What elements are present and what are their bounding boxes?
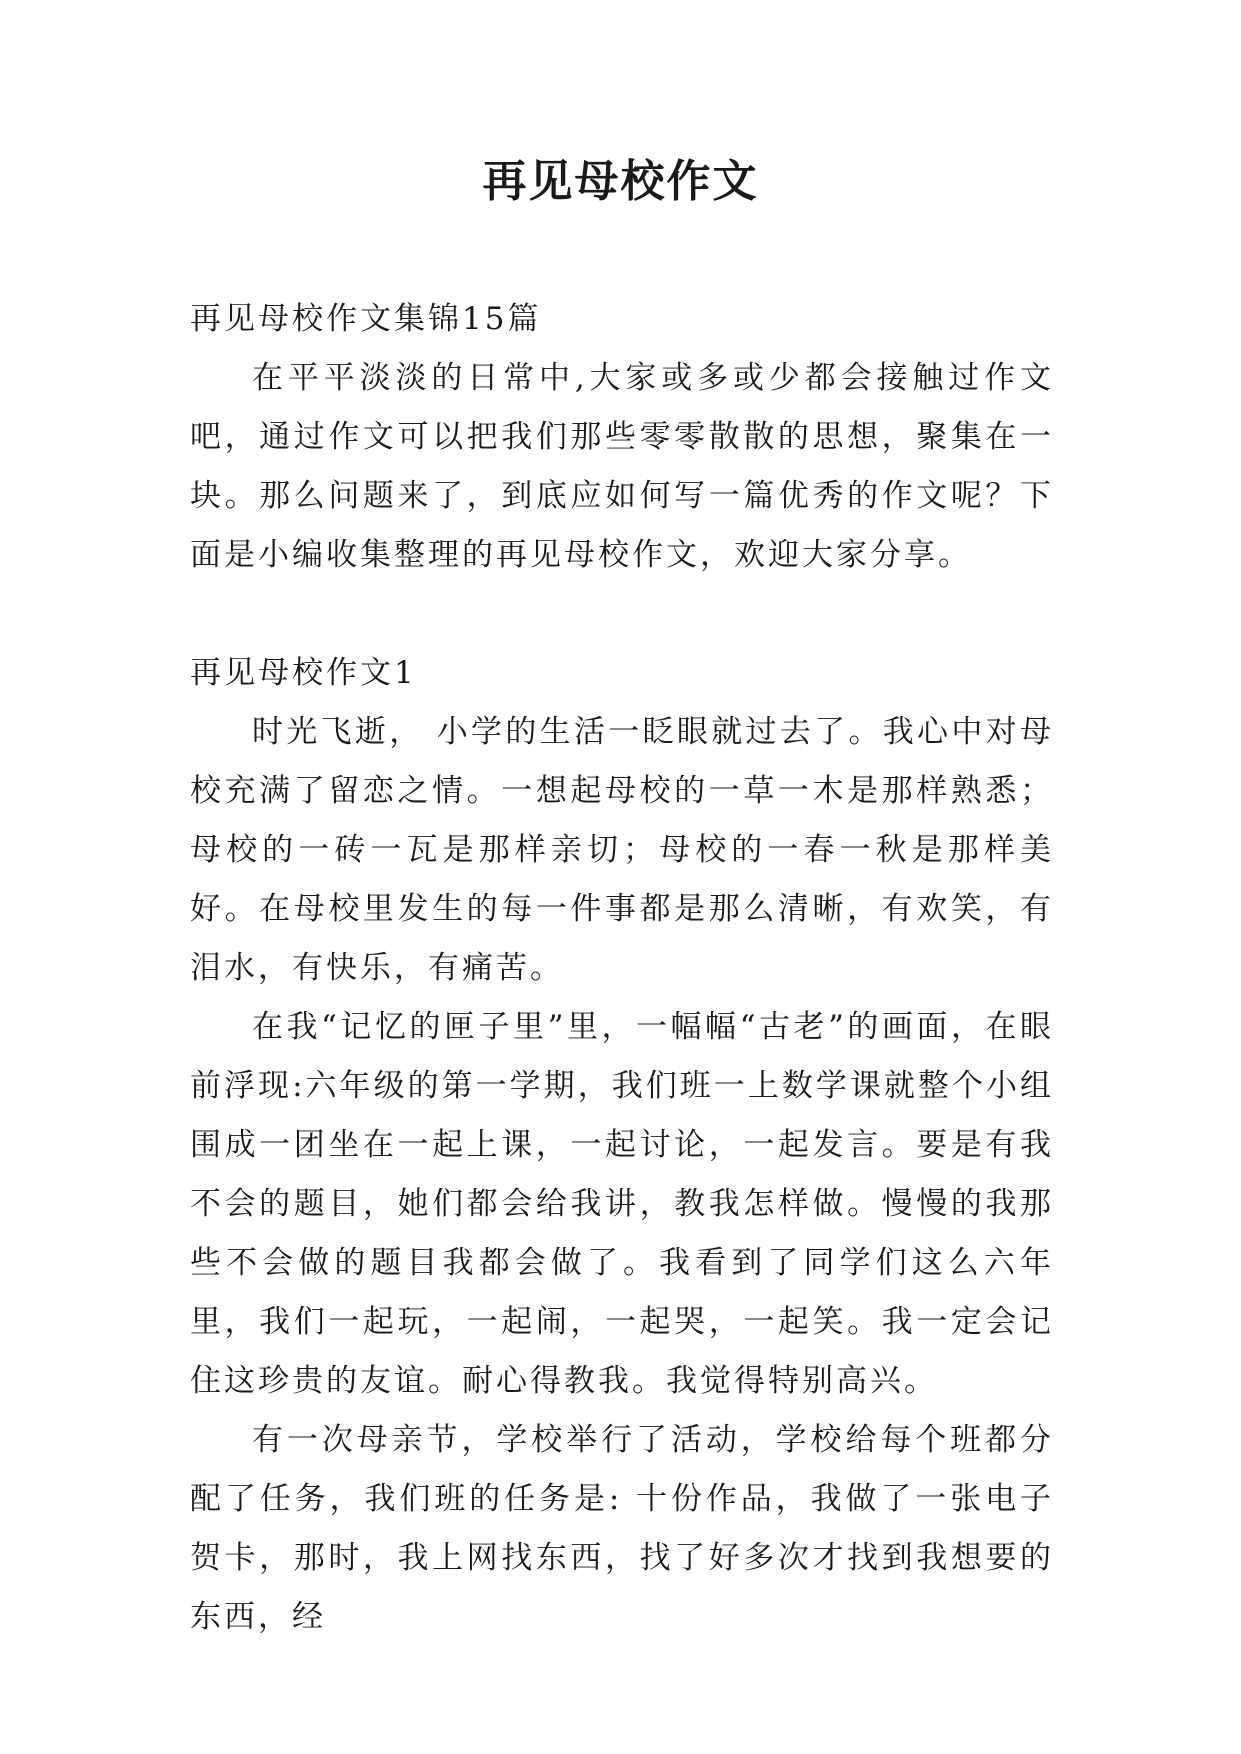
essay-1-paragraph-2: 在我“记忆的匣子里”里，一幅幅“古老”的画面，在眼前浮现:六年级的第一学期，我们班一上数学课就整个小组围成一团坐在一起上课，一起讨论，一起发言。要是有我不会的题目，她们都会给我讲，教我怎样做。慢慢的我那些不会做的题目我都会做了。我看到了同学们这么六年里，我们一起玩，一起闹，一起哭，一起笑。我一定会记住这珍贵的友谊。耐心得教我。我觉得特别高兴。 [190, 1009, 1054, 1399]
essay-1-paragraph-1: 时光飞逝， 小学的生活一眨眼就过去了。我心中对母校充满了留恋之情。一想起母校的一草一木是那样熟悉；母校的一砖一瓦是那样亲切；母校的一春一秋是那样美好。在母校里发生的每一件事都是那么清晰，有欢笑，有泪水，有快乐，有痛苦。 [190, 714, 1054, 986]
intro-paragraph: 在平平淡淡的日常中,大家或多或少都会接触过作文吧，通过作文可以把我们那些零零散散的思想，聚集在一块。那么问题来了，到底应如何写一篇优秀的作文呢？下面是小编收集整理的再见母校作文，欢迎大家分享。 [190, 360, 1054, 573]
collection-heading: 再见母校作文集锦15篇 [190, 301, 542, 337]
essay-1-paragraph-3: 有一次母亲节，学校举行了活动，学校给每个班都分配了任务，我们班的任务是: 十份作品，我做了一张电子贺卡，那时，我上网找东西，找了好多次才找到我想要的东西，经 [190, 1422, 1054, 1635]
document-body [190, 290, 1054, 1647]
section-spacer [190, 585, 1054, 644]
essay-1-heading: 再见母校作文1 [190, 655, 417, 691]
document-title: 再见母校作文 [482, 156, 759, 207]
